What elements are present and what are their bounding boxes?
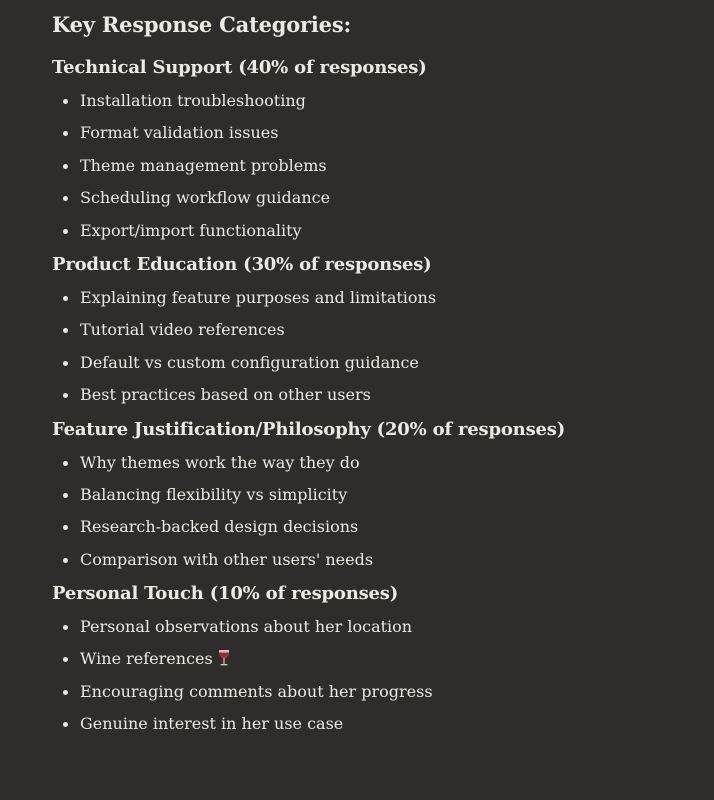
list-item [52, 649, 714, 669]
list-item-text: Wine references [80, 649, 213, 669]
section-title-product-education: Product Education (30% of responses) [52, 253, 432, 275]
list-item: Genuine interest in her use case [52, 714, 714, 734]
list-item: Encouraging comments about her progress [52, 682, 714, 702]
list-item: Tutorial video references [52, 320, 714, 340]
list-item: Personal observations about her location [52, 617, 714, 637]
product-education-list [52, 288, 714, 405]
list-item: Export/import functionality [52, 221, 714, 241]
personal-touch-list [52, 617, 714, 734]
list-item: Format validation issues [52, 123, 714, 143]
list-item: Comparison with other users' needs [52, 550, 714, 570]
section-title-personal-touch: Personal Touch (10% of responses) [52, 583, 399, 605]
list-item: Scheduling workflow guidance [52, 188, 714, 208]
section-title-feature-justification: Feature Justification/Philosophy (20% of responses) [52, 418, 566, 440]
feature-justification-list [52, 453, 714, 570]
list-item: Theme management problems [52, 156, 714, 176]
page-title: Key Response Categories: [52, 12, 352, 37]
technical-support-list [52, 91, 714, 241]
list-item: Explaining feature purposes and limitations [52, 288, 714, 308]
wine-glass-icon [217, 649, 231, 667]
list-item: Research-backed design decisions [52, 517, 714, 537]
list-item: Best practices based on other users [52, 385, 714, 405]
list-item: Balancing flexibility vs simplicity [52, 485, 714, 505]
list-item: Default vs custom configuration guidance [52, 353, 714, 373]
list-item: Installation troubleshooting [52, 91, 714, 111]
section-title-technical-support: Technical Support (40% of responses) [52, 57, 427, 78]
list-item: Why themes work the way they do [52, 453, 714, 473]
